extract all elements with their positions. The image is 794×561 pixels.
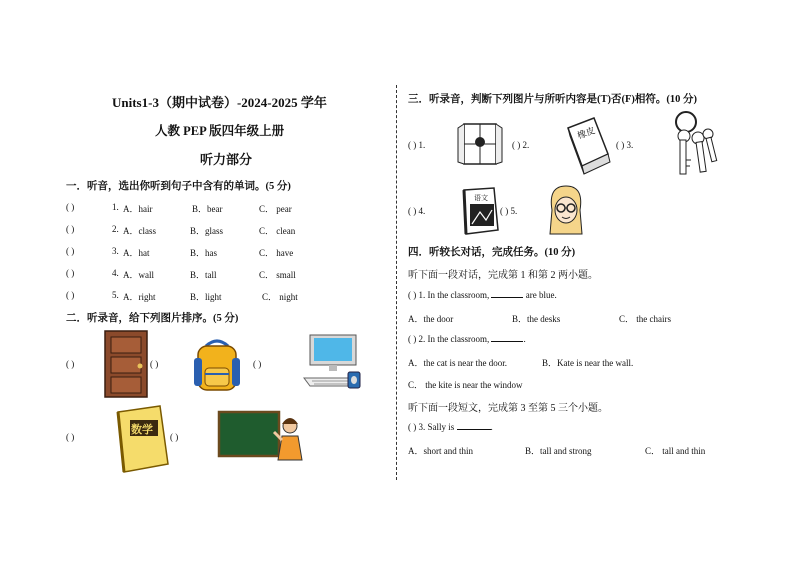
option-b: B．glass <box>190 226 224 236</box>
section3-heading: 三．听录音，判断下列图片与所听内容是(T)否(F)相符。(10 分) <box>408 94 698 105</box>
option-c: C． the kite is near the window <box>408 380 523 390</box>
answer-paren[interactable]: ( ) 2. <box>512 140 530 150</box>
option-a: A．the door <box>408 314 454 324</box>
question-text: ( ) 2. In the classroom, <box>408 334 490 344</box>
answer-paren[interactable]: ( ) <box>253 359 262 369</box>
option-b: B．bear <box>192 204 223 214</box>
girl-glasses-picture <box>546 184 586 238</box>
math-book-title: 数学 <box>131 423 153 436</box>
option-c: C． pear <box>259 204 292 214</box>
answer-blank[interactable] <box>457 429 491 430</box>
option-a: A．short and thin <box>408 446 473 456</box>
schoolbag-picture <box>192 338 242 392</box>
answer-paren[interactable]: ( ) 3. <box>616 140 634 150</box>
computer-picture <box>300 334 366 392</box>
section2-heading: 二．听录音，给下列图片排序。(5 分) <box>66 313 239 324</box>
answer-paren[interactable]: ( ) <box>66 224 75 234</box>
question-text: ( ) 3. Sally is <box>408 422 455 432</box>
window-picture <box>458 120 502 168</box>
option-a: A．hat <box>123 248 150 258</box>
option-c: C． clean <box>259 226 296 236</box>
answer-paren[interactable]: ( ) <box>66 432 75 442</box>
option-b: B．Kate is near the wall. <box>542 358 634 368</box>
question-text: ( ) 1. In the classroom, <box>408 290 490 300</box>
option-a: A．class <box>123 226 156 236</box>
section4-intro2: 听下面一段短文，完成第 3 至第 5 三个小题。 <box>408 403 608 414</box>
question-number: 1. <box>112 202 119 212</box>
option-c: C． night <box>262 292 298 302</box>
answer-blank[interactable] <box>491 341 523 342</box>
question-number: 2. <box>112 224 119 234</box>
question-number: 4. <box>112 268 119 278</box>
section1-heading: 一．听音，选出你听到句子中含有的单词。(5 分) <box>66 181 291 192</box>
question-number: 5. <box>112 290 119 300</box>
part-title: 听力部分 <box>200 152 253 167</box>
option-c: C． small <box>259 270 296 280</box>
answer-paren[interactable]: ( ) 1. <box>408 140 426 150</box>
option-a: A．the cat is near the door. <box>408 358 507 368</box>
answer-blank[interactable] <box>491 297 523 298</box>
question-text-end: . <box>523 334 526 344</box>
question-row <box>408 422 493 432</box>
option-c: C． tall and thin <box>645 446 706 456</box>
option-b: B．tall and strong <box>525 446 592 456</box>
section4-intro1: 听下面一段对话，完成第 1 和第 2 两小题。 <box>408 270 598 281</box>
chinese-book-title: 语文 <box>474 194 488 202</box>
option-b: B．the desks <box>512 314 561 324</box>
page-subtitle: 人教 PEP 版四年级上册 <box>155 124 285 138</box>
question-text-end: are blue. <box>525 290 557 300</box>
answer-paren[interactable]: ( ) <box>66 290 75 300</box>
page-title: Units1-3（期中试卷）-2024-2025 学年 <box>112 95 327 110</box>
question-row <box>408 290 557 300</box>
answer-paren[interactable]: ( ) <box>150 359 159 369</box>
blackboard-picture <box>218 410 308 464</box>
option-c: C． have <box>259 248 294 258</box>
answer-paren[interactable]: ( ) 5. <box>500 206 518 216</box>
option-c: C． the chairs <box>619 314 671 324</box>
door-picture <box>104 330 148 398</box>
option-b: B．tall <box>190 270 217 280</box>
question-text-end: . <box>490 422 493 432</box>
question-number: 3. <box>112 246 119 256</box>
option-b: B．light <box>190 292 222 302</box>
keys-picture <box>666 110 714 180</box>
answer-paren[interactable]: ( ) <box>66 359 75 369</box>
answer-paren[interactable]: ( ) <box>66 202 75 212</box>
option-a: A．wall <box>123 270 154 280</box>
column-divider <box>396 85 397 480</box>
eraser-label: 橡皮 <box>576 126 597 142</box>
eraser-picture <box>564 114 612 176</box>
math-book-picture <box>112 404 172 474</box>
answer-paren[interactable]: ( ) <box>66 246 75 256</box>
answer-paren[interactable]: ( ) 4. <box>408 206 426 216</box>
section4-heading: 四．听较长对话，完成任务。(10 分) <box>408 247 576 258</box>
question-row <box>408 334 526 344</box>
option-b: B．has <box>190 248 218 258</box>
option-a: A．right <box>123 292 156 302</box>
answer-paren[interactable]: ( ) <box>66 268 75 278</box>
answer-paren[interactable]: ( ) <box>170 432 179 442</box>
option-a: A．hair <box>123 204 153 214</box>
